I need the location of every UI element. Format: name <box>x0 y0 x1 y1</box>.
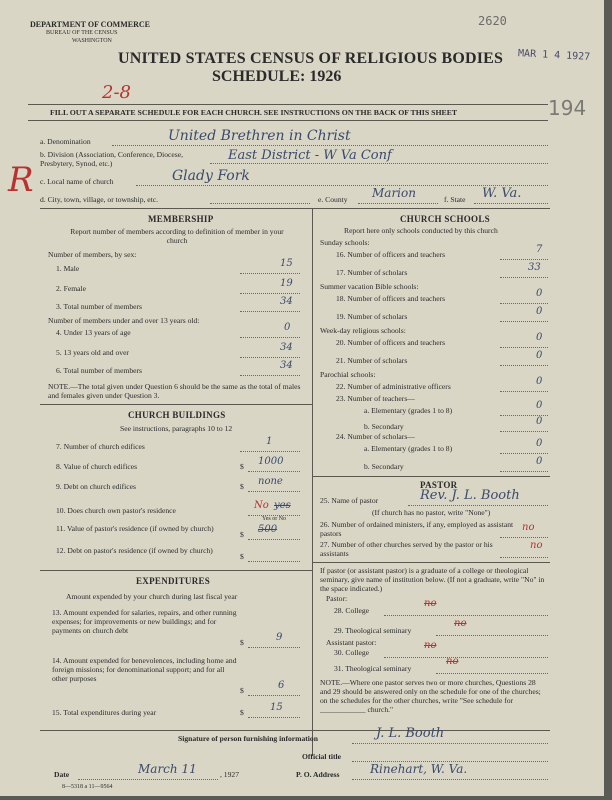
q24b-label: b. Secondary <box>364 462 404 471</box>
q27-label: 27. Number of other churches served by the pastor or his assistants <box>320 540 493 558</box>
stamp-number: 2620 <box>478 14 507 28</box>
q8-label: 8. Value of church edifices <box>56 462 138 471</box>
q6-label: 6. Total number of members <box>56 366 143 375</box>
department-label: DEPARTMENT OF COMMERCE <box>30 20 151 29</box>
expenditures-sub: Amount expended by your church during last fiscal year <box>66 592 238 601</box>
received-stamp: MAR 1 4 1927 <box>517 48 591 63</box>
q26-value: no <box>522 522 535 533</box>
state-value: W. Va. <box>482 186 522 201</box>
membership-title: MEMBERSHIP <box>148 214 214 224</box>
q5-value: 34 <box>280 342 293 353</box>
q14-dollar: $ <box>240 686 244 695</box>
q23b-label: b. Secondary <box>364 422 404 431</box>
signature-value: J. L. Booth <box>376 726 445 741</box>
q25-value: Rev. J. L. Booth <box>420 488 520 503</box>
county-value: Marion <box>372 186 416 200</box>
po-address-label: P. O. Address <box>296 770 340 779</box>
pastor-note: NOTE.—Where one pastor serves two or more churches, Questions 28 and 29 should be answered only on the schedule for one of the churches; on the schedules for the other churches, write "See schedule for ____________ church." <box>320 678 541 714</box>
division-label: b. Division (Association, Conference, Diocese, Presbytery, Synod, etc.) <box>40 150 183 168</box>
q11-value: 500 <box>258 524 278 535</box>
assistant-subhead: Assistant pastor: <box>326 638 377 647</box>
q23a-label: a. Elementary (grades 1 to 8) <box>364 406 453 415</box>
q12-dollar: $ <box>240 552 244 561</box>
q13-label: 13. Amount expended for salaries, repairs, and other running expenses; for improvements or new buildings; and for payments on church debt <box>52 608 237 635</box>
q8-dollar: $ <box>240 462 244 471</box>
q25-label: 25. Name of pastor <box>320 496 379 505</box>
q9-value: none <box>258 476 283 487</box>
q24-label: 24. Number of scholars— <box>336 432 415 441</box>
buildings-sub: See instructions, paragraphs 10 to 12 <box>120 424 233 433</box>
q9-dollar: $ <box>240 482 244 491</box>
q18-value: 0 <box>536 288 543 299</box>
membership-intro: Report number of members according to definition of member in your church <box>70 227 284 245</box>
q24a-label: a. Elementary (grades 1 to 8) <box>364 444 453 453</box>
q3-label: 3. Total number of members <box>56 302 143 311</box>
q23-label: 23. Number of teachers— <box>336 394 415 403</box>
q12-label: 12. Debt on pastor's residence (if owned by church) <box>56 546 213 555</box>
q29-label: 29. Theological seminary <box>334 626 412 635</box>
state-label: f. State <box>444 195 466 204</box>
q10-value: No <box>254 500 269 511</box>
q21-value: 0 <box>536 350 543 361</box>
denomination-value: United Brethren in Christ <box>168 128 351 144</box>
page-title: UNITED STATES CENSUS OF RELIGIOUS BODIES <box>118 50 504 67</box>
q24b-value: 0 <box>536 456 543 467</box>
date-label: Date <box>54 770 70 779</box>
q18-label: 18. Number of officers and teachers <box>336 294 446 303</box>
q6-value: 34 <box>280 360 293 371</box>
q19-value: 0 <box>536 306 543 317</box>
q9-label: 9. Debt on church edifices <box>56 482 136 491</box>
q13-dollar: $ <box>240 638 244 647</box>
q21-label: 21. Number of scholars <box>336 356 408 365</box>
q15-label: 15. Total expenditures during year <box>52 708 157 717</box>
q16-label: 16. Number of officers and teachers <box>336 250 446 259</box>
schools-sub: Report here only schools conducted by this church <box>344 226 498 235</box>
yes-no-hint: Yes or No <box>262 516 287 522</box>
q2-label: 2. Female <box>56 284 86 293</box>
form-code: 8—5318 a 11—9564 <box>62 784 113 790</box>
q14-value: 6 <box>278 680 285 691</box>
q27-value: no <box>530 540 543 551</box>
q31-value: no <box>446 656 459 667</box>
summer-label: Summer vacation Bible schools: <box>320 282 419 291</box>
q2-value: 19 <box>280 278 293 289</box>
q22-label: 22. Number of administrative officers <box>336 382 451 391</box>
q19-label: 19. Number of scholars <box>336 312 408 321</box>
po-address-value: Rinehart, W. Va. <box>370 762 468 776</box>
city-label: WASHINGTON <box>72 38 112 44</box>
denomination-label: a. Denomination <box>40 137 91 146</box>
q31-label: 31. Theological seminary <box>334 664 412 673</box>
pastor-title: PASTOR <box>420 480 458 490</box>
q28-label: 28. College <box>334 606 370 615</box>
q3-value: 34 <box>280 296 293 307</box>
q30-value: no <box>424 640 437 651</box>
q29-value: no <box>454 618 467 629</box>
handwritten-number: 194 <box>548 96 587 120</box>
q11-dollar: $ <box>240 530 244 539</box>
q10-label: 10. Does church own pastor's residence <box>56 506 176 515</box>
q4-value: 0 <box>284 322 291 333</box>
q14-label: 14. Amount expended for benevolences, including home and foreign missions; for denominational support; and for all other purposes <box>52 656 237 683</box>
q17-label: 17. Number of scholars <box>336 268 408 277</box>
weekday-label: Week-day religious schools: <box>320 326 406 335</box>
q15-dollar: $ <box>240 708 244 717</box>
division-value: East District - W Va Conf <box>228 148 392 163</box>
q10-struck-value: yes <box>274 500 291 511</box>
instruction-line: FILL OUT A SEPARATE SCHEDULE FOR EACH CHURCH. SEE INSTRUCTIONS ON THE BACK OF THIS SHEET <box>50 108 458 117</box>
q5-label: 5. 13 years old and over <box>56 348 129 357</box>
q1-value: 15 <box>280 258 293 269</box>
q23b-value: 0 <box>536 416 543 427</box>
buildings-title: CHURCH BUILDINGS <box>128 410 226 420</box>
date-value: March 11 <box>138 762 197 776</box>
bureau-label: BUREAU OF THE CENSUS <box>46 30 118 36</box>
graduate-intro: If pastor (or assistant pastor) is a graduate of a college or theological seminary, give name of institution below. (If not a graduate, write "No" in the space indicated.) <box>320 566 545 593</box>
parochial-label: Parochial schools: <box>320 370 376 379</box>
q24a-value: 0 <box>536 438 543 449</box>
q7-label: 7. Number of church edifices <box>56 442 145 451</box>
expenditures-title: EXPENDITURES <box>136 576 211 586</box>
city-field-label: d. City, town, village, or township, etc. <box>40 195 159 204</box>
q22-value: 0 <box>536 376 543 387</box>
schedule-title: SCHEDULE: 1926 <box>212 68 342 85</box>
q1-label: 1. Male <box>56 264 80 273</box>
handwritten-code: 2-8 <box>102 82 131 103</box>
age-intro: Number of members under and over 13 years old: <box>48 316 200 325</box>
q26-label: 26. Number of ordained ministers, if any, employed as assistant pastors <box>320 520 514 538</box>
county-label: e. County <box>318 195 348 204</box>
sunday-label: Sunday schools: <box>320 238 370 247</box>
q13-value: 9 <box>276 632 283 643</box>
church-name-value: Glady Fork <box>172 168 250 184</box>
q23a-value: 0 <box>536 400 543 411</box>
q11-label: 11. Value of pastor's residence (if owned by church) <box>56 524 214 533</box>
membership-note: NOTE.—The total given under Question 6 should be the same as the total of males and females given under Question 3. <box>48 382 301 400</box>
q20-value: 0 <box>536 332 543 343</box>
signature-label: Signature of person furnishing information <box>178 734 318 743</box>
margin-mark: R <box>8 160 34 200</box>
by-sex-label: Number of members, by sex: <box>48 250 137 259</box>
pastor-subhead: Pastor: <box>326 594 348 603</box>
schools-title: CHURCH SCHOOLS <box>400 214 490 224</box>
official-title-label: Official title <box>302 752 342 761</box>
q20-label: 20. Number of officers and teachers <box>336 338 446 347</box>
q7-value: 1 <box>266 436 273 447</box>
q28-value: no <box>424 598 437 609</box>
q15-value: 15 <box>270 702 283 713</box>
q17-value: 33 <box>528 262 541 273</box>
q25-note: (If church has no pastor, write "None") <box>372 508 491 517</box>
q8-value: 1000 <box>258 456 284 467</box>
q4-label: 4. Under 13 years of age <box>56 328 131 337</box>
q30-label: 30. College <box>334 648 370 657</box>
date-year: , 1927 <box>220 770 239 779</box>
q16-value: 7 <box>536 244 543 255</box>
church-name-label: c. Local name of church <box>40 177 114 186</box>
